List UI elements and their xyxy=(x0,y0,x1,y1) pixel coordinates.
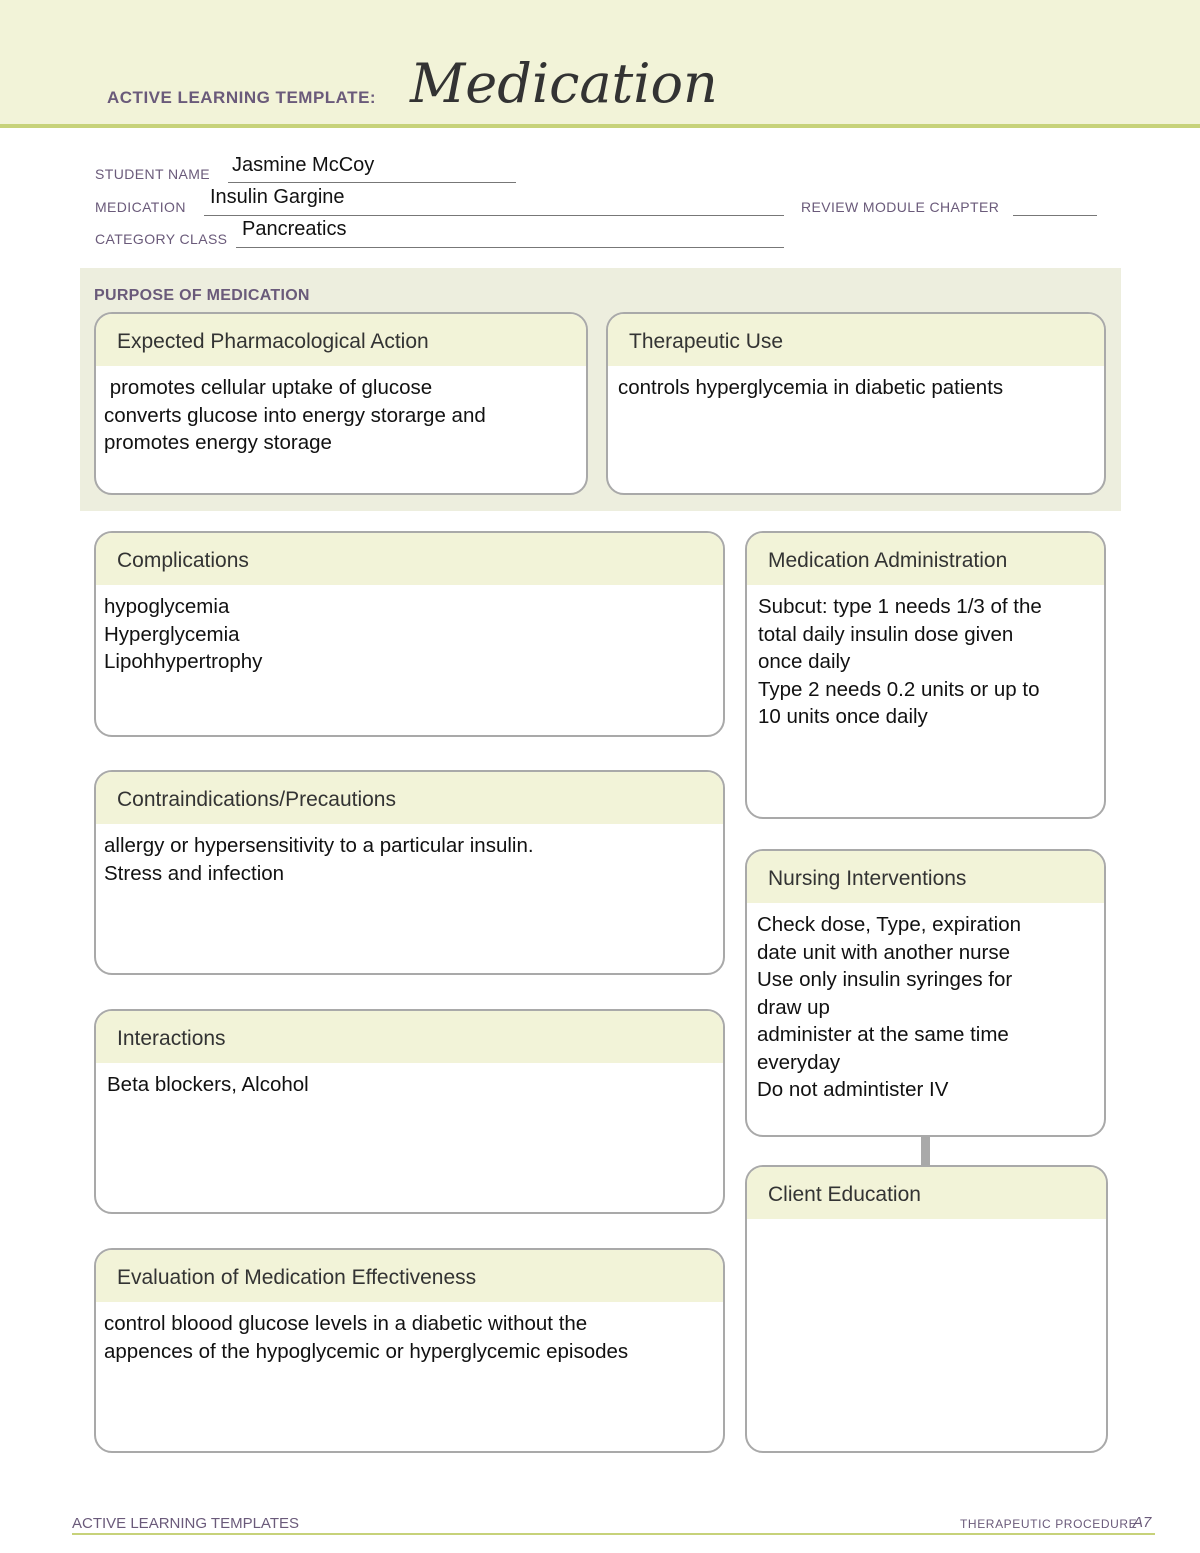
box-connector xyxy=(921,1136,930,1166)
expected-action-box xyxy=(94,312,588,495)
contraindications-box xyxy=(94,770,725,975)
nursing-interventions-box xyxy=(745,849,1106,1137)
complications-text[interactable] xyxy=(96,585,723,676)
interactions-box xyxy=(94,1009,725,1214)
text-line: Hyperglycemia xyxy=(104,622,240,646)
text-line: once daily xyxy=(758,650,851,673)
evaluation-title: Evaluation of Medication Effectiveness xyxy=(96,1250,723,1302)
therapeutic-use-box xyxy=(606,312,1106,495)
text-line: date unit with another nurse xyxy=(757,940,1010,964)
category-class-label: CATEGORY CLASS xyxy=(95,231,228,247)
text-line: 10 units once daily xyxy=(758,705,928,728)
evaluation-box xyxy=(94,1248,725,1453)
medication-underline xyxy=(204,214,784,216)
text-line: total daily insulin dose given xyxy=(758,622,1014,646)
medication-field[interactable]: Insulin Gargine xyxy=(210,186,345,208)
purpose-label: PURPOSE OF MEDICATION xyxy=(94,287,310,304)
footer-left: ACTIVE LEARNING TEMPLATES xyxy=(72,1515,299,1532)
contraindications-text[interactable] xyxy=(96,824,723,887)
text-line: Check dose, Type, expiration xyxy=(757,913,1021,936)
text-line: allergy or hypersensitivity to a particular insulin. xyxy=(104,834,534,857)
interactions-title: Interactions xyxy=(96,1011,723,1063)
text-line: promotes energy storage xyxy=(104,431,332,454)
footer-rule xyxy=(72,1533,1155,1535)
text-line: everyday xyxy=(757,1050,841,1074)
therapeutic-use-text[interactable] xyxy=(608,366,1104,402)
text-line: converts glucose into energy storarge and xyxy=(104,403,486,427)
complications-box xyxy=(94,531,725,737)
text-line: Beta blockers, Alcohol xyxy=(107,1073,309,1096)
expected-action-title: Expected Pharmacological Action xyxy=(96,314,586,366)
interactions-text[interactable] xyxy=(96,1063,723,1099)
expected-action-text[interactable] xyxy=(96,366,586,457)
template-label: ACTIVE LEARNING TEMPLATE: xyxy=(107,88,377,107)
student-name-underline xyxy=(228,181,516,183)
page-number: A7 xyxy=(1133,1514,1152,1531)
nursing-interventions-text[interactable] xyxy=(747,903,1104,1104)
client-education-box xyxy=(745,1165,1108,1453)
text-line: promotes cellular uptake of glucose xyxy=(104,376,433,399)
therapeutic-use-title: Therapeutic Use xyxy=(608,314,1104,366)
text-line: Lipohhypertrophy xyxy=(104,650,263,673)
evaluation-text[interactable] xyxy=(96,1302,723,1365)
text-line: Do not admintister IV xyxy=(757,1078,949,1101)
footer-right: THERAPEUTIC PROCEDURE xyxy=(960,1517,1138,1531)
student-name-label: STUDENT NAME xyxy=(95,166,210,182)
text-line: draw up xyxy=(757,995,830,1019)
administration-text[interactable] xyxy=(747,585,1104,731)
medication-label: MEDICATION xyxy=(95,199,186,215)
administration-title: Medication Administration xyxy=(747,533,1104,585)
category-underline xyxy=(236,246,784,248)
client-education-text[interactable] xyxy=(747,1219,1106,1227)
text-line: appences of the hypoglycemic or hyperglycemic episodes xyxy=(104,1339,629,1363)
complications-title: Complications xyxy=(96,533,723,585)
contraindications-title: Contraindications/Precautions xyxy=(96,772,723,824)
text-line: control bloood glucose levels in a diabetic without the xyxy=(104,1312,588,1335)
text-line: Subcut: type 1 needs 1/3 of the xyxy=(758,595,1042,618)
review-module-label: REVIEW MODULE CHAPTER xyxy=(801,199,1000,215)
text-line: Type 2 needs 0.2 units or up to xyxy=(758,677,1040,701)
category-class-field[interactable]: Pancreatics xyxy=(242,218,347,240)
page-title: Medication xyxy=(410,52,718,115)
text-line: controls hyperglycemia in diabetic patients xyxy=(618,376,1004,399)
administration-box xyxy=(745,531,1106,819)
student-name-field[interactable]: Jasmine McCoy xyxy=(232,154,375,176)
text-line: Use only insulin syringes for xyxy=(757,968,1013,991)
client-education-title: Client Education xyxy=(747,1167,1106,1219)
text-line: Stress and infection xyxy=(104,861,285,885)
nursing-interventions-title: Nursing Interventions xyxy=(747,851,1104,903)
text-line: hypoglycemia xyxy=(104,595,230,618)
review-module-field[interactable] xyxy=(1013,214,1097,216)
text-line: administer at the same time xyxy=(757,1023,1009,1046)
